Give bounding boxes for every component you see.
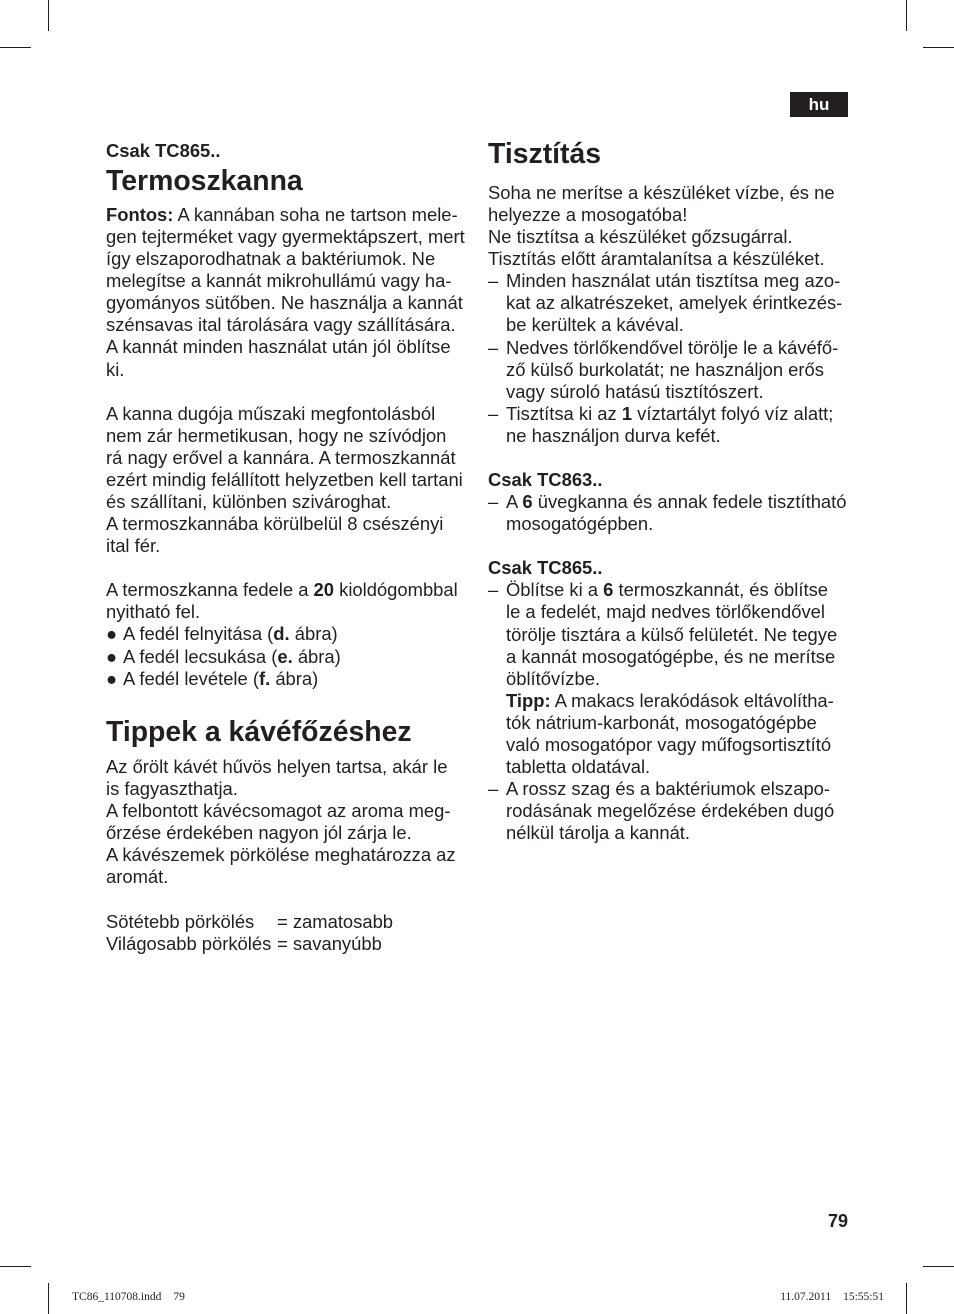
text-line: így elszaporodhatnak a baktériumok. Ne xyxy=(106,248,436,270)
text-line: való mosogatópor vagy műfogsortisztító xyxy=(506,733,832,755)
page-number: 79 xyxy=(827,1211,848,1231)
roast-row-light xyxy=(106,933,456,955)
cleaning-steps xyxy=(488,270,847,447)
text-run: A kannában soha ne tartson mele- xyxy=(173,204,458,225)
cleaning-body xyxy=(488,182,847,844)
text-line: Az őrölt kávét hűvös helyen tartsa, akár le xyxy=(106,756,448,777)
text-line: A kanna dugója műszaki megfontolásból xyxy=(106,402,436,424)
text-line xyxy=(506,690,837,712)
roast-label: Sötétebb pörkölés xyxy=(106,910,255,932)
text-line: kat az alkatrészeket, amelyek érintkezés- xyxy=(506,292,843,314)
right-column xyxy=(488,0,850,1314)
bold-text: 6 xyxy=(603,579,614,601)
crop-mark-top-right-vertical xyxy=(906,0,907,31)
dash-marker: – xyxy=(488,402,499,424)
text-line: Ne tisztítsa a készüléket gőzsugárral. xyxy=(488,226,793,248)
text-line: A kávészemek pörkölése meghatározza az xyxy=(106,844,456,866)
text-line: mosogatógépben. xyxy=(506,513,654,535)
text-line: aromát. xyxy=(106,866,169,888)
text-line: ne használjon durva kefét. xyxy=(506,424,721,446)
cleaning-step xyxy=(488,270,847,336)
roast-row-dark xyxy=(106,911,456,933)
thermos-paragraph-lid xyxy=(106,403,465,558)
dash-marker: – xyxy=(488,778,499,800)
print-slug-timestamp xyxy=(780,1290,884,1304)
text-line: melegítse a kannát mikrohullámú vagy ha- xyxy=(106,270,452,292)
crop-mark-bottom-right-horizontal xyxy=(923,1266,954,1267)
text-run: kioldógombbal xyxy=(334,579,458,601)
roast-value: = savanyúbb xyxy=(277,932,382,954)
text-run: A termoszkanna fedele a xyxy=(106,579,314,601)
text-run: A xyxy=(506,491,523,513)
roast-label: Világosabb pörkölés xyxy=(106,932,272,954)
text-line xyxy=(506,579,837,601)
roast-comparison xyxy=(106,911,456,955)
text-line xyxy=(123,668,318,690)
text-run: termoszkannát, és öblítse xyxy=(613,579,829,601)
text-line: tabletta oldatával. xyxy=(506,756,651,778)
text-line xyxy=(506,491,847,513)
text-run: A fedél lecsukása ( xyxy=(123,645,278,667)
thermos-bullet-list xyxy=(106,623,465,689)
text-run: ábra) xyxy=(270,667,319,689)
text-run: ábra) xyxy=(292,645,341,667)
bold-text: d. xyxy=(273,623,290,645)
text-run: Tisztítsa ki az xyxy=(506,402,622,424)
tc865-section xyxy=(488,557,847,844)
crop-mark-top-left-horizontal xyxy=(0,47,31,48)
text-line: Minden használat után tisztítsa meg azo- xyxy=(506,270,841,292)
text-line: vagy súroló hatású tisztítószert. xyxy=(506,380,764,402)
tc863-steps xyxy=(488,491,847,535)
list-item-text xyxy=(506,491,847,535)
cleaning-step xyxy=(488,403,847,447)
text-run: A makacs lerakódások eltávolítha- xyxy=(550,689,834,711)
text-line: le a fedelét, majd nedves törlőkendővel xyxy=(506,601,825,623)
text-line: őrzése érdekében nagyon jól zárja le. xyxy=(106,822,412,844)
left-column xyxy=(106,0,468,1314)
text-line: be kerültek a kávéval. xyxy=(506,314,684,336)
bold-text: 20 xyxy=(313,579,335,601)
model-note-tc863: Csak TC863.. xyxy=(488,469,603,491)
tc865-steps xyxy=(488,579,847,844)
text-run: üvegkanna és annak fedele tisztítható xyxy=(532,491,847,513)
dash-marker: – xyxy=(488,270,499,292)
cleaning-step xyxy=(488,337,847,403)
crop-mark-bottom-left-horizontal xyxy=(0,1266,31,1267)
slug-filename: TC86_110708.indd xyxy=(72,1291,162,1303)
thermos-paragraph-important xyxy=(106,204,465,381)
list-item-text xyxy=(506,778,834,844)
text-line: Nedves törlőkendővel törölje le a kávéfő- xyxy=(506,336,839,358)
thermos-paragraph-opening xyxy=(106,579,465,623)
text-line xyxy=(106,579,465,601)
list-item-text xyxy=(123,646,341,668)
text-line xyxy=(506,403,833,425)
bold-text: f. xyxy=(258,667,271,689)
text-line: gyományos sütőben. Ne használja a kannát xyxy=(106,292,463,314)
roast-value: = zamatosabb xyxy=(277,910,394,932)
text-line xyxy=(106,204,465,226)
list-item-text xyxy=(123,623,338,645)
text-line: tók nátrium-karbonát, mosogatógépbe xyxy=(506,711,817,733)
model-note-tc865: Csak TC865.. xyxy=(106,140,221,161)
text-line: rá nagy erővel a kannára. A termoszkannát xyxy=(106,446,456,468)
text-line: törölje tisztára a külső felületét. Ne tegye xyxy=(506,623,838,645)
crop-mark-top-right-horizontal xyxy=(923,47,954,48)
list-item-text xyxy=(506,270,842,336)
section-title-thermos: Termoszkanna xyxy=(106,165,303,197)
cleaning-step xyxy=(488,491,847,535)
text-line: ital fér. xyxy=(106,535,161,557)
dash-marker: – xyxy=(488,579,499,601)
text-line: is fagyaszthatja. xyxy=(106,778,238,800)
text-line: ki. xyxy=(106,358,125,380)
text-line: nélkül tárolja a kannát. xyxy=(506,822,691,844)
bullet-marker: ● xyxy=(106,667,118,689)
section-title-coffee-tips: Tippek a kávéfőzéshez xyxy=(106,716,412,748)
text-line: helyezze a mosogatóba! xyxy=(488,204,688,226)
text-line: Soha ne merítse a készüléket vízbe, és ne xyxy=(488,182,835,203)
list-item-text xyxy=(506,337,838,403)
text-line: és szállítani, különben szivároghat. xyxy=(106,491,392,513)
text-run: A fedél felnyitása ( xyxy=(123,623,274,645)
slug-time: 15:55:51 xyxy=(843,1291,884,1303)
bold-text: Fontos: xyxy=(106,204,174,225)
text-line: nyitható fel. xyxy=(106,601,201,623)
coffee-tips-body xyxy=(106,756,456,955)
list-item-text xyxy=(506,403,833,447)
text-line: A termoszkannába körülbelül 8 csészényi xyxy=(106,513,444,535)
bullet-marker: ● xyxy=(106,623,118,645)
bold-text: Tipp: xyxy=(506,689,551,711)
text-line xyxy=(123,646,341,668)
cleaning-intro xyxy=(488,182,847,270)
text-line: A felbontott kávécsomagot az aroma meg- xyxy=(106,800,451,822)
text-run: ábra) xyxy=(289,623,338,645)
bullet-item xyxy=(106,668,465,690)
crop-mark-top-left-vertical xyxy=(48,0,49,31)
bold-text: 6 xyxy=(522,491,533,513)
bold-text: e. xyxy=(277,645,293,667)
slug-page: 79 xyxy=(173,1291,185,1303)
text-line: a kannát mosogatógépbe, és ne merítse xyxy=(506,645,836,667)
crop-mark-bottom-left-vertical xyxy=(48,1283,49,1314)
language-badge: hu xyxy=(790,92,848,117)
cleaning-step xyxy=(488,778,847,844)
text-line xyxy=(123,623,338,645)
text-line: ző külső burkolatát; ne használjon erős xyxy=(506,358,824,380)
text-run: A fedél levétele ( xyxy=(123,667,259,689)
text-line: nem zár hermetikusan, hogy ne szívódjon xyxy=(106,424,447,446)
text-line: rodásának megelőzése érdekében dugó xyxy=(506,800,835,822)
slug-date: 11.07.2011 xyxy=(780,1291,832,1303)
print-slug-file xyxy=(72,1290,185,1304)
section-title-cleaning: Tisztítás xyxy=(488,138,602,170)
tc863-section xyxy=(488,469,847,535)
cleaning-step xyxy=(488,579,847,778)
text-run: Öblítse ki a xyxy=(506,579,604,601)
bullet-marker: ● xyxy=(106,645,118,667)
text-line: A rossz szag és a baktériumok elszapo- xyxy=(506,778,831,800)
text-line: gen tejterméket vagy gyermektápszert, mert xyxy=(106,226,465,248)
dash-marker: – xyxy=(488,336,499,358)
text-line: szénsavas ital tárolására vagy szállítására. xyxy=(106,314,456,336)
bullet-item xyxy=(106,646,465,668)
text-line: Tisztítás előtt áramtalanítsa a készüléket. xyxy=(488,248,825,270)
coffee-tips-paragraph xyxy=(106,756,456,888)
text-line: ezért mindig felállított helyzetben kell tartani xyxy=(106,468,463,490)
model-note-tc865: Csak TC865.. xyxy=(488,557,603,579)
crop-mark-bottom-right-vertical xyxy=(906,1283,907,1314)
text-run: víztartályt folyó víz alatt; xyxy=(632,402,834,424)
list-item-text xyxy=(123,668,318,690)
dash-marker: – xyxy=(488,491,499,513)
text-line: A kannát minden használat után jól öblítse xyxy=(106,336,451,358)
bullet-item xyxy=(106,623,465,645)
list-item-text xyxy=(506,579,837,778)
text-line: öblítővízbe. xyxy=(506,667,601,689)
bold-text: 1 xyxy=(621,402,633,424)
thermos-body xyxy=(106,204,465,690)
